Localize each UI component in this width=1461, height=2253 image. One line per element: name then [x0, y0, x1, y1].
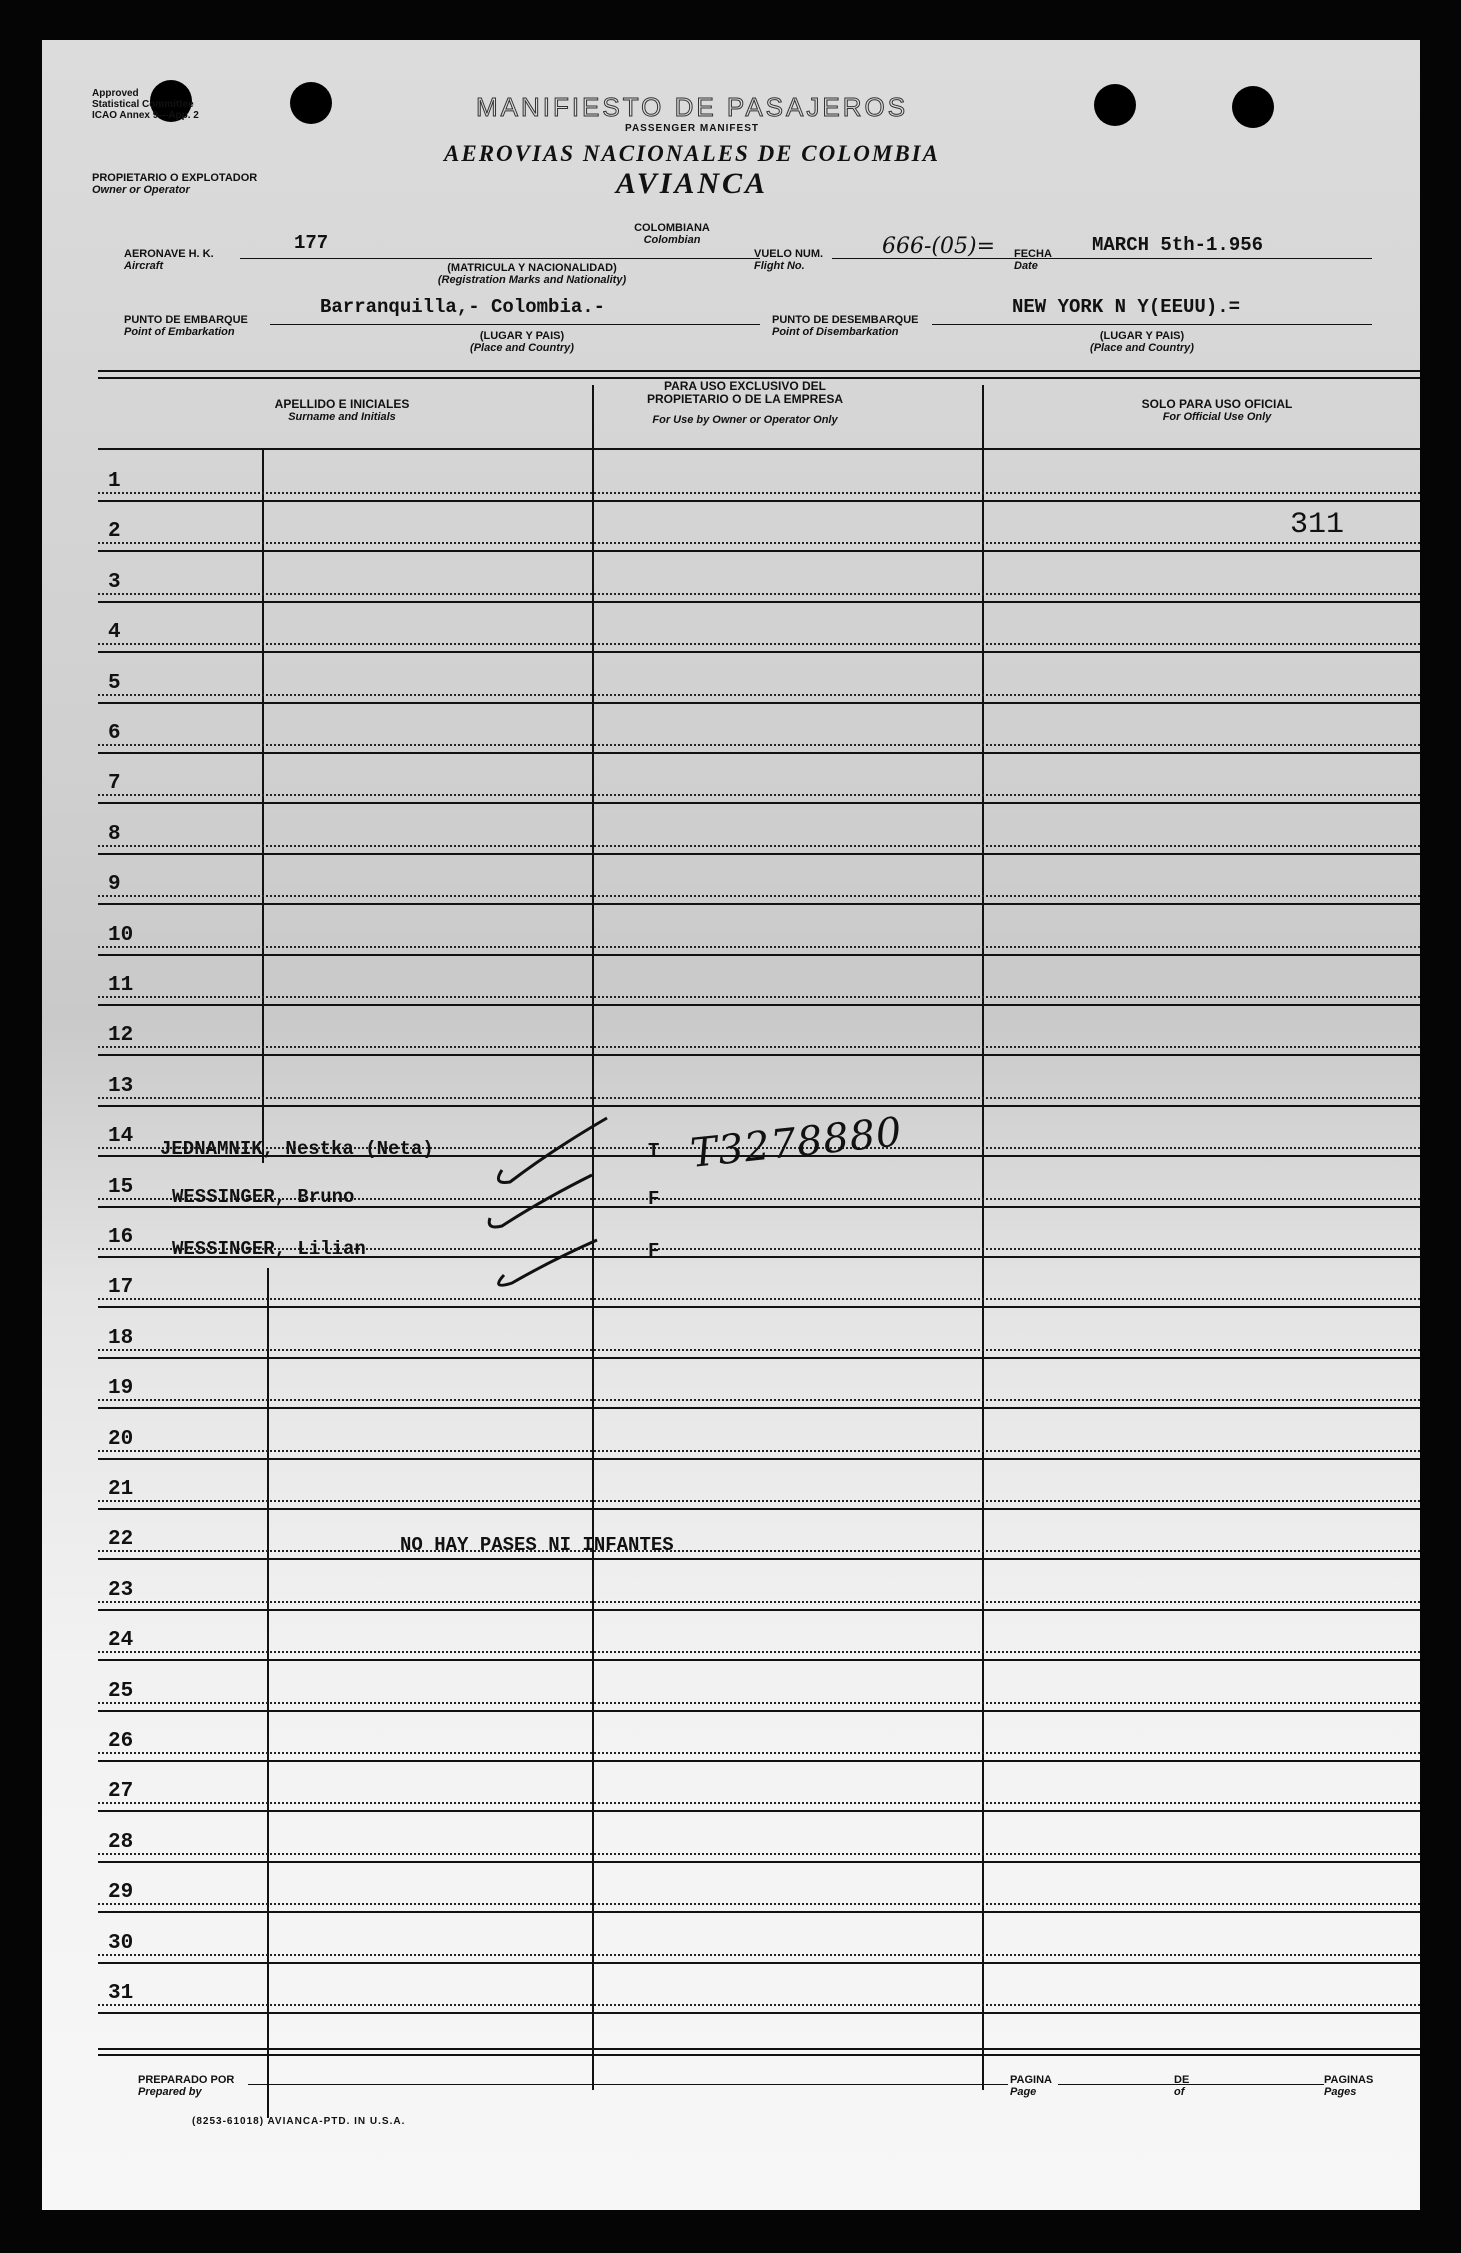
page-label-es: PAGINA — [1010, 2074, 1052, 2086]
row-dotted-rule — [98, 2004, 1420, 2006]
embark-place-label-en: (Place and Country) — [470, 342, 574, 354]
row-dotted-rule — [98, 542, 1420, 544]
manifest-title-en: PASSENGER MANIFEST — [625, 123, 759, 134]
row-rule — [98, 1760, 1420, 1762]
row-rule — [98, 702, 1420, 704]
disembark-place-label-es: (LUGAR Y PAIS) — [1099, 330, 1185, 342]
row-dotted-rule — [98, 845, 1420, 847]
row-dotted-rule — [98, 1046, 1420, 1048]
date-label-es: FECHA — [1014, 248, 1052, 260]
row-number: 21 — [108, 1478, 134, 1501]
row-rule — [98, 1306, 1420, 1308]
row-number: 30 — [108, 1931, 134, 1955]
row-dotted-rule — [98, 996, 1420, 998]
row-rule — [98, 1659, 1420, 1661]
row-rule — [98, 1861, 1420, 1863]
row-dotted-rule — [98, 744, 1420, 746]
row-number: 24 — [108, 1629, 134, 1653]
row-dotted-rule — [98, 1399, 1420, 1401]
check-mark-1 — [498, 1118, 607, 1183]
row-dotted-rule — [98, 643, 1420, 645]
row-number: 23 — [108, 1578, 134, 1602]
row-number: 7 — [108, 772, 121, 796]
disembark-label-en: Point of Disembarkation — [772, 326, 899, 338]
row-rule — [98, 1508, 1420, 1510]
row-dotted-rule — [98, 794, 1420, 796]
embark-label-en: Point of Embarkation — [124, 326, 235, 338]
official-number: 311 — [1290, 508, 1345, 542]
prepared-by-en: Prepared by — [138, 2086, 202, 2098]
owner-label-es: PROPIETARIO O EXPLOTADOR — [92, 172, 258, 184]
remark: NO HAY PASES NI INFANTES — [400, 1534, 674, 1556]
row-rule — [98, 752, 1420, 754]
row-dotted-rule — [98, 694, 1420, 696]
row-number: 14 — [108, 1125, 134, 1149]
page-underline — [1058, 2084, 1324, 2085]
brand-name: AVIANCA — [615, 167, 769, 200]
row-number: 22 — [108, 1528, 134, 1552]
approval-line-2: Statistical Committee — [92, 99, 194, 110]
embark-place-label-es: (LUGAR Y PAIS) — [479, 330, 565, 342]
flight-value: 666-(05)= — [882, 234, 996, 259]
row-rule — [98, 1105, 1420, 1107]
row-rule — [98, 601, 1420, 603]
col-head-official-es: SOLO PARA USO OFICIAL — [1141, 397, 1293, 411]
row-number: 27 — [108, 1780, 134, 1804]
row-rule — [98, 1407, 1420, 1409]
row-rule — [98, 802, 1420, 804]
row-number: 11 — [108, 974, 134, 997]
row-dotted-rule — [98, 1903, 1420, 1905]
passenger-code-1: T — [648, 1140, 660, 1162]
row-rule — [98, 1357, 1420, 1359]
row-rule — [98, 1054, 1420, 1056]
col-head-name-es: APELLIDO E INICIALES — [274, 397, 410, 411]
pages-label-en: Pages — [1324, 2086, 1357, 2098]
row-number: 9 — [108, 873, 121, 897]
row-rule — [98, 1962, 1420, 1964]
flight-label-en: Flight No. — [754, 260, 805, 272]
row-number: 26 — [108, 1730, 134, 1753]
passenger-name-3: WESSINGER, Lilian — [172, 1238, 366, 1260]
row-rule — [98, 1710, 1420, 1712]
embark-value: Barranquilla,- Colombia.- — [320, 296, 606, 318]
passenger-code-2: F — [648, 1188, 660, 1210]
nationality-value-es: COLOMBIANA — [634, 222, 710, 234]
row-rule — [98, 500, 1420, 502]
flight-label-es: VUELO NUM. — [754, 248, 824, 260]
row-rule — [98, 1810, 1420, 1812]
col-head-name-en: Surname and Initials — [288, 411, 396, 423]
date-value: MARCH 5th-1.956 — [1092, 234, 1264, 256]
row-rule — [98, 2012, 1420, 2014]
manifest-document — [42, 40, 1420, 2210]
row-dotted-rule — [98, 1450, 1420, 1452]
row-dotted-rule — [98, 1752, 1420, 1754]
row-dotted-rule — [98, 946, 1420, 948]
row-number: 4 — [108, 621, 121, 645]
row-number: 5 — [108, 671, 121, 695]
row-rule — [98, 903, 1420, 905]
row-dotted-rule — [98, 1349, 1420, 1351]
approval-line-3: ICAO Annex 9—App. 2 — [92, 110, 199, 121]
date-label-en: Date — [1014, 260, 1038, 272]
row-number: 28 — [108, 1830, 134, 1854]
row-number: 20 — [108, 1427, 134, 1451]
check-marks — [482, 1090, 682, 1320]
handwritten-number: T3278880 — [688, 1109, 905, 1177]
row-dotted-rule — [98, 1298, 1420, 1300]
page-label-en: Page — [1010, 2086, 1037, 2098]
row-rule — [98, 550, 1420, 552]
row-dotted-rule — [98, 1853, 1420, 1855]
row-dotted-rule — [98, 1097, 1420, 1099]
table-top-rule — [98, 448, 1420, 450]
pages-label-es: PAGINAS — [1324, 2074, 1374, 2086]
of-label — [1174, 2074, 1189, 2098]
check-mark-3 — [499, 1240, 597, 1285]
row-rule — [98, 853, 1420, 855]
row-dotted-rule — [98, 1802, 1420, 1804]
aircraft-label-en: Aircraft — [124, 260, 164, 272]
passenger-name-2: WESSINGER, Bruno — [172, 1186, 355, 1208]
approval-line-1: Approved — [92, 88, 139, 99]
row-number: 3 — [108, 570, 121, 594]
passenger-name-1: JEDNAMNIK, Nestka (Neta) — [160, 1138, 434, 1160]
col-head-official-en: For Official Use Only — [1162, 411, 1272, 423]
row-number: 8 — [108, 822, 121, 846]
row-dotted-rule — [98, 1651, 1420, 1653]
aircraft-label-es: AERONAVE H. K. — [124, 248, 214, 260]
row-dotted-rule — [98, 895, 1420, 897]
row-number: 17 — [108, 1276, 134, 1300]
manifest-title: MANIFIESTO DE PASAJEROS — [475, 92, 909, 122]
row-number: 15 — [108, 1175, 134, 1199]
disembark-value: NEW YORK N Y(EEUU).= — [1012, 296, 1241, 318]
of-label-en: of — [1174, 2086, 1185, 2098]
prepared-by-es: PREPARADO POR — [138, 2074, 235, 2086]
row-number: 1 — [108, 470, 121, 493]
owner-label-en: Owner or Operator — [92, 184, 190, 196]
row-number: 19 — [108, 1377, 134, 1401]
company-name: AEROVIAS NACIONALES DE COLOMBIA — [444, 141, 940, 166]
row-rule — [98, 954, 1420, 956]
row-number: 6 — [108, 722, 121, 745]
row-dotted-rule — [98, 593, 1420, 595]
row-rule — [98, 1458, 1420, 1460]
row-rule — [98, 1004, 1420, 1006]
row-number: 16 — [108, 1226, 134, 1249]
row-number: 25 — [108, 1679, 134, 1703]
registration-label-es: (MATRICULA Y NACIONALIDAD) — [447, 262, 617, 274]
col-head-owner-en: For Use by Owner or Operator Only — [652, 414, 838, 426]
nationality-value-en: Colombian — [643, 234, 701, 246]
footer-rule-1 — [98, 2048, 1420, 2050]
row-dotted-rule — [98, 1601, 1420, 1603]
row-number: 2 — [108, 520, 121, 544]
row-dotted-rule — [98, 1702, 1420, 1704]
prepared-by-label — [138, 2074, 234, 2098]
row-number: 12 — [108, 1024, 134, 1048]
row-dotted-rule — [98, 1550, 1420, 1552]
of-label-es: DE — [1174, 2074, 1190, 2086]
embark-label-es: PUNTO DE EMBARQUE — [124, 314, 248, 326]
prepared-by-underline — [248, 2084, 1008, 2085]
disembark-label-es: PUNTO DE DESEMBARQUE — [772, 314, 919, 326]
passenger-table — [42, 40, 1420, 2210]
row-number: 13 — [108, 1074, 134, 1098]
row-number: 10 — [108, 923, 134, 947]
col-head-owner-es: PARA USO EXCLUSIVO DEL PROPIETARIO O DE LA EMPRESA — [646, 379, 844, 406]
print-code: (8253-61018) AVIANCA-PTD. IN U.S.A. — [192, 2116, 406, 2127]
row-rule — [98, 651, 1420, 653]
row-dotted-rule — [98, 492, 1420, 494]
row-number: 31 — [108, 1982, 134, 2005]
row-number: 29 — [108, 1881, 134, 1905]
aircraft-value: 177 — [294, 232, 329, 254]
row-number: 18 — [108, 1326, 134, 1350]
registration-label-en: (Registration Marks and Nationality) — [437, 274, 627, 286]
row-rule — [98, 1609, 1420, 1611]
row-rule — [98, 1911, 1420, 1913]
column-divider-2 — [982, 385, 984, 2090]
row-dotted-rule — [98, 1500, 1420, 1502]
name-bracket-line-lower — [267, 1268, 269, 2118]
disembark-place-label-en: (Place and Country) — [1090, 342, 1194, 354]
passenger-code-3: F — [648, 1240, 660, 1262]
pages-label — [1324, 2074, 1373, 2098]
row-dotted-rule — [98, 1954, 1420, 1956]
page-label — [1010, 2074, 1052, 2098]
footer-rule-2 — [98, 2054, 1420, 2056]
row-rule — [98, 1558, 1420, 1560]
